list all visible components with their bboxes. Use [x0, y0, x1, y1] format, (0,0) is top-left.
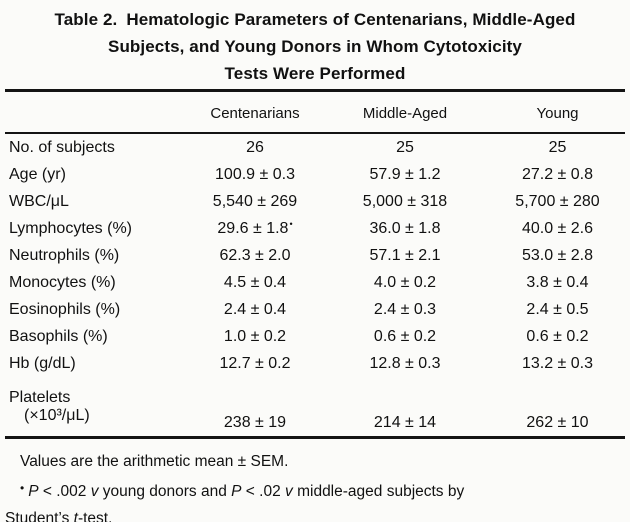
header-row: [5, 91, 625, 134]
value-cell: 25: [396, 138, 414, 156]
value-cell: 3.8 ± 0.4: [526, 273, 589, 291]
column-header-centenarians: Centenarians: [190, 91, 320, 134]
header-empty-cell: [5, 91, 190, 134]
footnote-marker: •: [289, 218, 293, 229]
value-cell: 1.0 ± 0.2: [223, 327, 287, 345]
value-cell: 12.7 ± 0.2: [219, 354, 291, 372]
value-cell: 0.6 ± 0.2: [373, 327, 437, 345]
value-cell: 4.0 ± 0.2: [373, 273, 437, 291]
table-row-wbc: [5, 188, 625, 215]
table-title-line2: Subjects, and Young Donors in Whom Cytotoxicity: [108, 37, 522, 56]
column-header-young: Young: [490, 91, 625, 134]
value-cell: 5,540 ± 269: [212, 192, 298, 210]
row-label-line1: Platelets: [9, 388, 71, 406]
row-label-line2: (×10³/μL): [24, 406, 90, 424]
value-cell: 36.0 ± 1.8: [369, 219, 441, 237]
hematologic-parameters-table: [5, 89, 625, 439]
table-row-no-of-subjects: [5, 133, 625, 161]
row-label: Monocytes (%): [9, 273, 116, 291]
row-label: Hb (g/dL): [9, 354, 76, 372]
table-title-line1: Table 2. Hematologic Parameters of Centenarians, Middle-Aged: [54, 10, 576, 29]
table-number: Table 2.: [54, 10, 118, 29]
table-row-age: [5, 161, 625, 188]
table-row-eosinophils: [5, 296, 625, 323]
table-row-monocytes: [5, 269, 625, 296]
value-cell: 5,700 ± 280: [515, 192, 600, 210]
table-row-platelets: [5, 377, 625, 438]
value-cell: 214 ± 14: [373, 414, 437, 431]
value-cell: 57.9 ± 1.2: [369, 165, 441, 183]
value-cell: 53.0 ± 2.8: [521, 246, 594, 264]
value-cell: 26: [246, 138, 264, 156]
row-label: Basophils (%): [9, 327, 108, 345]
value-cell: 29.6 ± 1.8•: [217, 218, 293, 237]
footnote-mean-sem: Values are the arithmetic mean ± SEM.: [20, 453, 289, 470]
row-label: Neutrophils (%): [9, 246, 120, 264]
value-cell: 27.2 ± 0.8: [521, 165, 594, 183]
row-label: [5, 377, 190, 438]
value-cell: 57.1 ± 2.1: [369, 246, 441, 264]
table-row-basophils: [5, 323, 625, 350]
row-label: Age (yr): [9, 165, 66, 183]
row-label: Eosinophils (%): [9, 300, 121, 318]
table-title-line3: Tests Were Performed: [224, 64, 406, 83]
footnote-bullet-marker: •: [20, 481, 25, 495]
value-cell: 62.3 ± 2.0: [219, 246, 291, 264]
table-row-lymphocytes: [5, 215, 625, 242]
value-cell: 5,000 ± 318: [362, 192, 448, 210]
footnote-pvalues: • P < .002 v young donors and P < .02 v middle-aged subjects by Student’s t-test.: [5, 481, 465, 522]
row-label: WBC/μL: [9, 192, 69, 210]
table-row-neutrophils: [5, 242, 625, 269]
value-cell: 25: [548, 138, 567, 156]
table-title: [5, 6, 625, 87]
value-cell: 0.6 ± 0.2: [526, 327, 589, 345]
table-row-hb: [5, 350, 625, 377]
table-footnotes: [5, 448, 619, 522]
value-cell: 238 ± 19: [223, 414, 287, 431]
value-cell: 4.5 ± 0.4: [223, 273, 287, 291]
value-cell: 13.2 ± 0.3: [521, 354, 594, 372]
value-cell: 100.9 ± 0.3: [215, 165, 295, 183]
value-cell: 2.4 ± 0.5: [526, 300, 589, 318]
column-header-middle-aged: Middle-Aged: [320, 91, 490, 134]
row-label: No. of subjects: [9, 138, 115, 156]
value-cell: 2.4 ± 0.3: [373, 300, 437, 318]
value-cell: 262 ± 10: [526, 414, 589, 431]
value-cell: 12.8 ± 0.3: [369, 354, 441, 372]
value-cell: 2.4 ± 0.4: [223, 300, 287, 318]
value-cell: 40.0 ± 2.6: [521, 219, 594, 237]
row-label: Lymphocytes (%): [9, 219, 132, 237]
